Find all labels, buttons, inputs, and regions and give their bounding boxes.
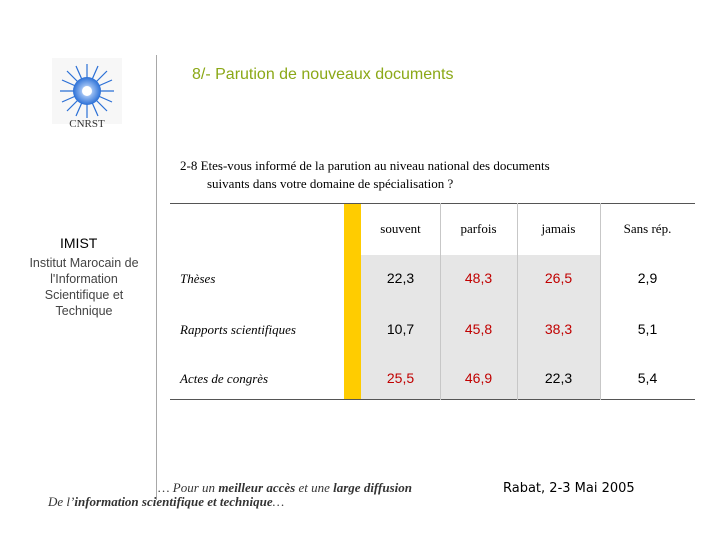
results-table (170, 203, 695, 400)
table-rule-bottom (170, 399, 695, 400)
table-cell: 48,3 (464, 270, 493, 286)
column-header-sans-rep: Sans rép. (623, 221, 672, 236)
footer-text-bold: meilleur accès (218, 480, 296, 495)
table-cell: 5,4 (637, 370, 658, 386)
column-header-jamais: jamais (541, 221, 576, 236)
question-text (180, 157, 700, 193)
vertical-divider (156, 55, 157, 500)
question-line-2: suivants dans votre domaine de spécialisation ? (207, 176, 454, 191)
question-line-1: 2-8 Etes-vous informé de la parution au niveau national des documents (180, 158, 550, 173)
table-cell: 25,5 (386, 370, 415, 386)
footer-text-bold: large diffusion (333, 480, 412, 495)
imist-name: IMIST (60, 235, 98, 251)
cnrst-emblem-icon (52, 58, 122, 124)
table-cell: 26,5 (544, 270, 573, 286)
footer-text-bold: information scientifique et technique (74, 494, 273, 509)
footer-text: et une (295, 480, 334, 495)
footer-event: Rabat, 2-3 Mai 2005 (503, 481, 635, 496)
footer-text: … (272, 494, 285, 509)
column-header-souvent: souvent (380, 221, 421, 236)
table-cell: 10,7 (386, 321, 415, 337)
table-cell: 22,3 (386, 270, 415, 286)
table-cell: 45,8 (464, 321, 493, 337)
row-label-actes: Actes de congrès (180, 371, 269, 386)
slide-title: 8/- Parution de nouveaux documents (192, 66, 454, 83)
table-cell: 46,9 (464, 370, 493, 386)
footer-text: … Pour un (158, 480, 219, 495)
highlight-bar (344, 203, 361, 400)
column-header-parfois: parfois (460, 221, 497, 236)
table-cell: 5,1 (637, 321, 658, 337)
footer-slogan (48, 481, 412, 509)
footer-line-1 (48, 481, 412, 495)
table-cell: 22,3 (544, 370, 573, 386)
logo-caption: CNRST (69, 118, 105, 130)
row-label-theses: Thèses (180, 271, 216, 286)
table-cell: 38,3 (544, 321, 573, 337)
footer-line-2 (48, 494, 284, 509)
imist-subtitle: Institut Marocain de l'Information Scientifique et Technique (29, 256, 139, 318)
table-rule-top (170, 203, 695, 204)
row-label-rapports: Rapports scientifiques (180, 322, 296, 337)
table-cell: 2,9 (637, 270, 658, 286)
footer-text: De l’ (48, 494, 75, 509)
